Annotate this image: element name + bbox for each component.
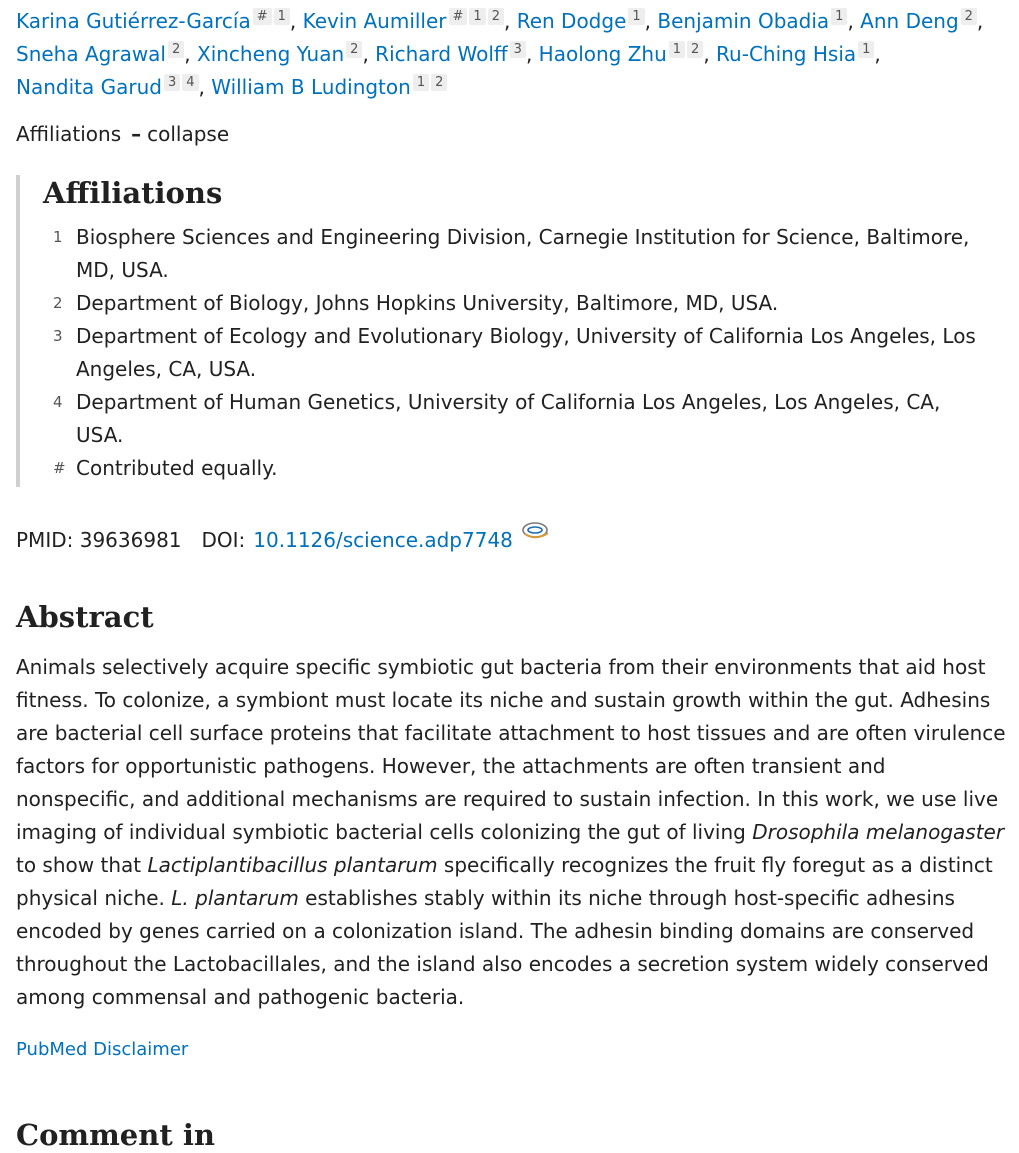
author-separator: , <box>289 9 303 33</box>
article-page <box>16 0 1011 1153</box>
affiliation-text: Contributed equally. <box>76 456 278 480</box>
affiliation-ref[interactable]: 3 <box>510 41 526 58</box>
affiliation-ref[interactable]: 3 <box>164 74 180 91</box>
affiliation-number: 2 <box>53 294 63 312</box>
author-link[interactable]: Nandita Garud <box>16 75 162 99</box>
affiliations-toggle-label: Affiliations <box>16 122 122 146</box>
author-entry <box>16 34 184 66</box>
affiliation-ref[interactable]: 1 <box>858 41 874 58</box>
affiliation-ref[interactable]: 2 <box>168 41 184 58</box>
author-link[interactable]: Ren Dodge <box>516 9 627 33</box>
affiliation-ref[interactable]: 1 <box>469 8 485 25</box>
affiliation-text: Biosphere Sciences and Engineering Division, Carnegie Institution for Science, Baltimore, MD, USA. <box>76 225 970 282</box>
author-link[interactable]: Benjamin Obadia <box>657 9 830 33</box>
author-mark[interactable]: # <box>449 8 468 25</box>
author-mark[interactable]: # <box>253 8 272 25</box>
species-name: Lactiplantibacillus plantarum <box>147 853 438 877</box>
affiliations-panel <box>16 175 1011 487</box>
affiliation-ref[interactable]: 1 <box>274 8 290 25</box>
affiliation-number: 3 <box>53 327 63 345</box>
author-entry <box>716 34 874 66</box>
author-entry <box>16 1 290 33</box>
affiliations-heading: Affiliations <box>43 176 223 210</box>
authors-list <box>16 5 1011 104</box>
species-name: L. plantarum <box>171 886 299 910</box>
affiliation-number: # <box>53 459 66 477</box>
author-separator: , <box>362 42 376 66</box>
doi-link[interactable]: 10.1126/science.adp7748 <box>253 528 513 552</box>
author-entry <box>657 1 847 33</box>
author-entry <box>16 67 199 99</box>
author-link[interactable]: Sneha Agrawal <box>16 42 166 66</box>
doi-label: DOI: <box>201 528 246 552</box>
author-link[interactable]: Ann Deng <box>860 9 959 33</box>
abstract-text-part: specifically recognizes the fruit fly foregut as a distinct physical niche. <box>16 853 993 910</box>
author-separator: , <box>184 42 197 66</box>
disclaimer <box>16 1037 1011 1063</box>
pmid-label: PMID: <box>16 528 74 552</box>
affiliation-item <box>43 320 1011 386</box>
author-separator: , <box>874 42 881 66</box>
author-entry <box>517 1 645 33</box>
article-identifiers <box>16 525 1011 555</box>
author-entry <box>303 1 504 33</box>
dash-icon: – <box>131 122 142 146</box>
author-link[interactable]: Kevin Aumiller <box>302 9 447 33</box>
affiliation-ref[interactable]: 2 <box>488 8 504 25</box>
author-entry <box>211 67 447 99</box>
author-separator: , <box>503 9 517 33</box>
affiliation-text: Department of Ecology and Evolutionary Biology, University of California Los Angeles, Los Angeles, CA, USA. <box>76 324 976 381</box>
affiliation-ref[interactable]: 2 <box>346 41 362 58</box>
abstract-text-part: establishes stably within its niche through host-specific adhesins encoded by genes carried on a colonization island. The adhesin binding domains are conserved throughout the Lactobacillales, and the island also encodes a secretion system widely conserved among commensal and pathogenic bacteria. <box>16 886 989 1009</box>
author-entry <box>197 34 362 66</box>
comment-in-heading: Comment in <box>16 1118 215 1152</box>
author-separator: , <box>644 9 658 33</box>
affiliation-ref[interactable]: 1 <box>669 41 685 58</box>
abstract-text <box>16 651 1011 1014</box>
author-link[interactable]: Karina Gutiérrez-García <box>16 9 251 33</box>
author-link[interactable]: Haolong Zhu <box>538 42 667 66</box>
author-entry <box>539 34 704 66</box>
affiliation-ref[interactable]: 2 <box>961 8 977 25</box>
affiliation-ref[interactable]: 4 <box>182 74 198 91</box>
author-entry <box>860 1 977 33</box>
affiliation-item <box>43 287 1011 320</box>
affiliations-toggle[interactable] <box>16 120 1011 148</box>
abstract-text-part: to show that <box>16 853 148 877</box>
abstract-text-part: Animals selectively acquire specific symbiotic gut bacteria from their environments that aid host fitness. To colonize, a symbiont must locate its niche and sustain growth within the gut. Adhesins are bacterial cell surface proteins that facilitate attachment to host tissues and are often virulence factors for opportunistic pathogens. However, the attachments are often transient and nonspecific, and additional mechanisms are required to sustain infection. In this work, we use live imaging of individual symbiotic bacterial cells colonizing the gut of living <box>16 655 1006 844</box>
author-entry <box>375 34 526 66</box>
affiliation-ref[interactable]: 1 <box>831 8 847 25</box>
affiliation-item <box>43 221 1011 287</box>
affiliation-number: 1 <box>53 228 63 246</box>
author-separator: , <box>198 75 212 99</box>
affiliation-ref[interactable]: 2 <box>431 74 447 91</box>
pubmed-disclaimer-link[interactable]: PubMed Disclaimer <box>16 1039 189 1060</box>
affiliation-item <box>43 452 1011 485</box>
affiliation-ref[interactable]: 2 <box>687 41 703 58</box>
affiliations-list <box>43 221 1011 485</box>
author-link[interactable]: Richard Wolff <box>375 42 508 66</box>
affiliation-ref[interactable]: 1 <box>628 8 644 25</box>
affiliation-ref[interactable]: 1 <box>413 74 429 91</box>
author-link[interactable]: Xincheng Yuan <box>197 42 345 66</box>
affiliation-text: Department of Biology, Johns Hopkins University, Baltimore, MD, USA. <box>76 291 779 315</box>
author-separator: , <box>976 9 984 33</box>
full-text-link-icon[interactable] <box>521 521 551 551</box>
affiliation-item <box>43 386 1011 452</box>
collapse-label: collapse <box>147 122 230 146</box>
author-link[interactable]: William B Ludington <box>211 75 411 99</box>
author-separator: , <box>847 9 861 33</box>
affiliation-text: Department of Human Genetics, University of California Los Angeles, Los Angeles, CA, USA. <box>76 390 941 447</box>
author-separator: , <box>525 42 539 66</box>
affiliation-number: 4 <box>53 393 63 411</box>
pmid-value: 39636981 <box>79 528 182 552</box>
species-name: Drosophila melanogaster <box>752 820 1005 844</box>
author-link[interactable]: Ru-Ching Hsia <box>716 42 857 66</box>
abstract-heading: Abstract <box>16 600 154 634</box>
author-separator: , <box>703 42 717 66</box>
